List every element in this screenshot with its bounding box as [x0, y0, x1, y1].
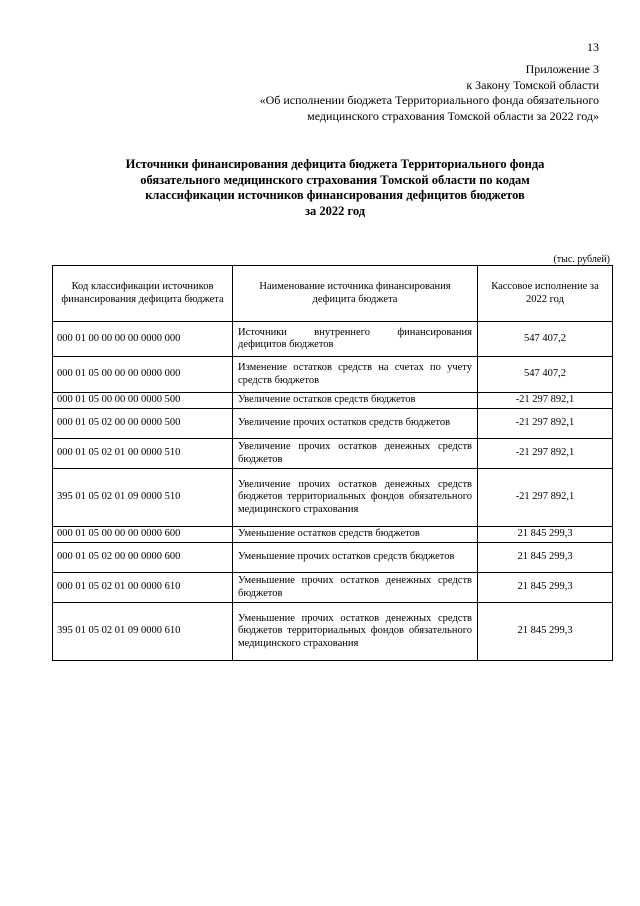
table-row: [53, 527, 613, 543]
document-title: [60, 157, 610, 219]
units-label: (тыс. рублей): [553, 254, 610, 265]
row-name: Уменьшение прочих остатков средств бюджетов: [233, 543, 478, 573]
row-code: 000 01 05 00 00 00 0000 000: [53, 357, 233, 393]
row-amount: 21 845 299,3: [478, 543, 613, 573]
table-row: [53, 393, 613, 409]
table-row: [53, 543, 613, 573]
table-row: [53, 439, 613, 469]
row-name: Уменьшение остатков средств бюджетов: [233, 527, 478, 543]
row-code: 000 01 05 02 00 00 0000 500: [53, 409, 233, 439]
row-code: 000 01 05 02 01 00 0000 510: [53, 439, 233, 469]
row-amount: -21 297 892,1: [478, 469, 613, 527]
header-amount: Кассовое исполнение за 2022 год: [478, 266, 613, 322]
row-name: Уменьшение прочих остатков денежных средств бюджетов: [233, 573, 478, 603]
title-line: за 2022 год: [304, 203, 366, 218]
row-name: Увеличение прочих остатков денежных средств бюджетов: [233, 439, 478, 469]
annex-header: [99, 62, 599, 124]
row-code: 395 01 05 02 01 09 0000 510: [53, 469, 233, 527]
row-code: 000 01 05 00 00 00 0000 500: [53, 393, 233, 409]
row-amount: 21 845 299,3: [478, 527, 613, 543]
row-name: Уменьшение прочих остатков денежных средств бюджетов территориальных фондов обязательного медицинского страхования: [233, 603, 478, 661]
table-header-row: [53, 266, 613, 322]
annex-line: медицинского страхования Томской области за 2022 год»: [307, 108, 599, 123]
header-name: Наименование источника финансирования дефицита бюджета: [233, 266, 478, 322]
row-amount: 21 845 299,3: [478, 603, 613, 661]
row-amount: 547 407,2: [478, 322, 613, 357]
title-line: классификации источников финансирования дефицитов бюджетов: [145, 188, 525, 202]
row-amount: -21 297 892,1: [478, 393, 613, 409]
row-amount: 547 407,2: [478, 357, 613, 393]
table-row: [53, 357, 613, 393]
row-amount: -21 297 892,1: [478, 409, 613, 439]
page-number: 13: [587, 40, 599, 54]
annex-line: «Об исполнении бюджета Территориального фонда обязательного: [259, 93, 599, 107]
row-code: 000 01 05 02 01 00 0000 610: [53, 573, 233, 603]
table-row: [53, 603, 613, 661]
row-name: Увеличение прочих остатков средств бюджетов: [233, 409, 478, 439]
row-name: Увеличение прочих остатков денежных средств бюджетов территориальных фондов обязательного медицинского страхования: [233, 469, 478, 527]
annex-line: к Закону Томской области: [466, 77, 599, 92]
row-code: 000 01 05 02 00 00 0000 600: [53, 543, 233, 573]
table-row: [53, 469, 613, 527]
header-code: Код классификации источников финансирования дефицита бюджета: [53, 266, 233, 322]
table-row: [53, 573, 613, 603]
row-code: 000 01 00 00 00 00 0000 000: [53, 322, 233, 357]
row-amount: 21 845 299,3: [478, 573, 613, 603]
row-amount: -21 297 892,1: [478, 439, 613, 469]
row-name: Увеличение остатков средств бюджетов: [233, 393, 478, 409]
row-code: 000 01 05 00 00 00 0000 600: [53, 527, 233, 543]
sources-table: [52, 265, 613, 661]
title-line: обязательного медицинского страхования Томской области по кодам: [140, 172, 530, 187]
row-code: 395 01 05 02 01 09 0000 610: [53, 603, 233, 661]
title-line: Источники финансирования дефицита бюджета Территориального фонда: [125, 157, 545, 171]
row-name: Источники внутреннего финансирования дефицитов бюджетов: [233, 322, 478, 357]
annex-line: Приложение 3: [525, 62, 599, 76]
row-name: Изменение остатков средств на счетах по учету средств бюджетов: [233, 357, 478, 393]
table-row: [53, 322, 613, 357]
table-row: [53, 409, 613, 439]
